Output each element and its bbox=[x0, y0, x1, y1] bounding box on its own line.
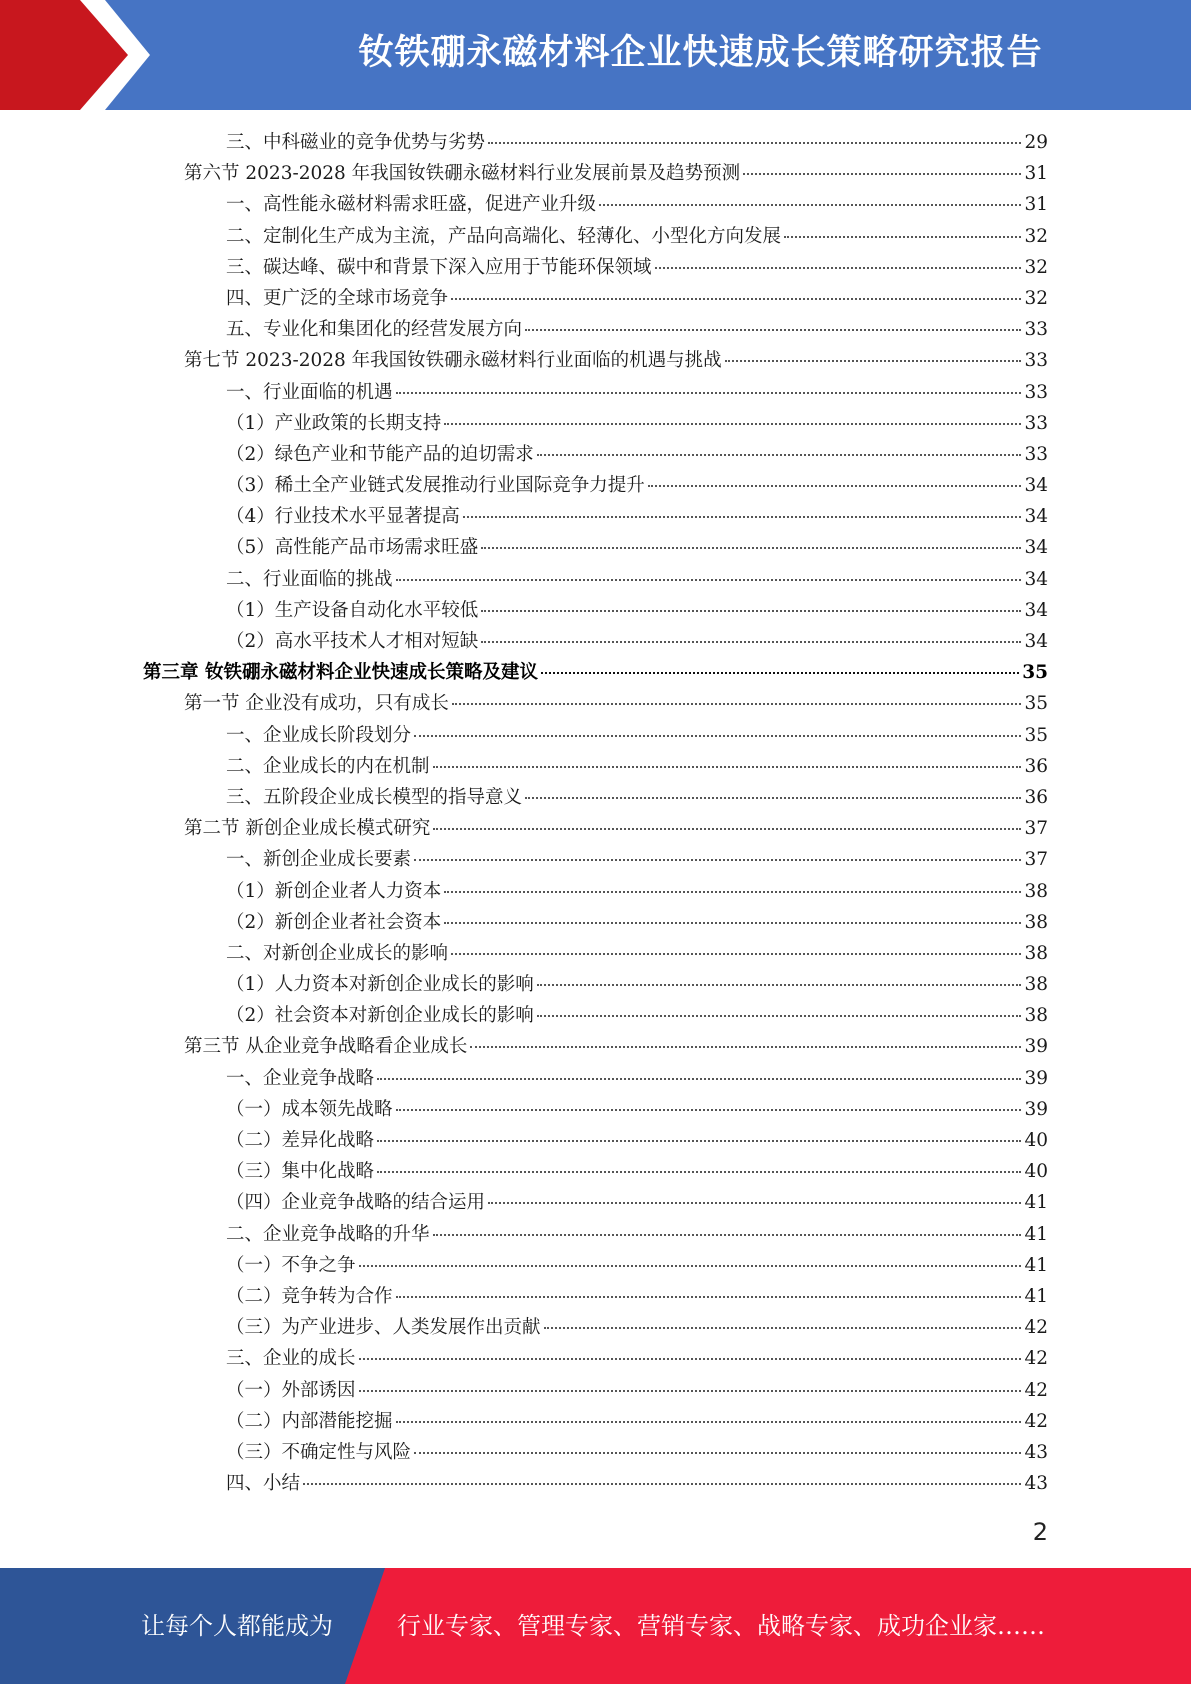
toc-dot-leader bbox=[648, 485, 1022, 487]
toc-entry-label: （三）集中化战略 bbox=[226, 1161, 375, 1183]
header-banner bbox=[0, 0, 1191, 110]
toc-dot-leader bbox=[377, 1171, 1021, 1173]
toc-entry[interactable] bbox=[0, 658, 1191, 689]
toc-entry[interactable] bbox=[0, 284, 1191, 315]
toc-entry-label: 二、定制化生产成为主流，产品向高端化、轻薄化、小型化方向发展 bbox=[226, 225, 782, 247]
toc-entry[interactable] bbox=[0, 1064, 1191, 1095]
footer-banner bbox=[0, 1568, 1191, 1684]
toc-entry-label: 五、专业化和集团化的经营发展方向 bbox=[226, 319, 523, 341]
toc-entry-label: （三）为产业进步、人类发展作出贡献 bbox=[226, 1317, 541, 1339]
toc-entry-label: 一、企业成长阶段划分 bbox=[226, 724, 412, 746]
toc-entry-label: （1）生产设备自动化水平较低 bbox=[226, 599, 479, 621]
toc-entry-page: 33 bbox=[1024, 319, 1048, 341]
toc-dot-leader bbox=[470, 1046, 1021, 1048]
toc-entry[interactable] bbox=[0, 159, 1191, 190]
toc-entry[interactable] bbox=[0, 346, 1191, 377]
toc-entry[interactable] bbox=[0, 721, 1191, 752]
toc-dot-leader bbox=[414, 1452, 1021, 1454]
toc-entry[interactable] bbox=[0, 1344, 1191, 1375]
toc-entry[interactable] bbox=[0, 970, 1191, 1001]
toc-entry-page: 31 bbox=[1024, 163, 1048, 185]
toc-dot-leader bbox=[525, 329, 1021, 331]
toc-entry-page: 36 bbox=[1024, 755, 1048, 777]
toc-entry-page: 42 bbox=[1024, 1348, 1048, 1370]
toc-entry-label: （1）新创企业者人力资本 bbox=[226, 880, 442, 902]
toc-entry-page: 33 bbox=[1024, 412, 1048, 434]
toc-dot-leader bbox=[444, 891, 1021, 893]
toc-entry-page: 41 bbox=[1024, 1192, 1048, 1214]
toc-entry[interactable] bbox=[0, 1469, 1191, 1500]
toc-dot-leader bbox=[414, 859, 1021, 861]
toc-entry-page: 43 bbox=[1024, 1441, 1048, 1463]
toc-entry-page: 34 bbox=[1024, 631, 1048, 652]
toc-entry[interactable] bbox=[0, 222, 1191, 253]
toc-entry-page: 35 bbox=[1024, 693, 1048, 715]
toc-entry-page: 42 bbox=[1024, 1410, 1048, 1432]
toc-dot-leader bbox=[544, 1327, 1022, 1329]
toc-dot-leader bbox=[451, 953, 1021, 955]
toc-entry-page: 40 bbox=[1024, 1130, 1048, 1151]
toc-dot-leader bbox=[396, 1296, 1022, 1298]
toc-entry[interactable] bbox=[0, 471, 1191, 502]
toc-entry[interactable] bbox=[0, 440, 1191, 471]
toc-entry[interactable] bbox=[0, 315, 1191, 346]
toc-dot-leader bbox=[525, 797, 1021, 799]
toc-entry[interactable] bbox=[0, 845, 1191, 876]
toc-entry-label: 二、企业成长的内在机制 bbox=[226, 755, 430, 777]
toc-entry-label: 二、企业竞争战略的升华 bbox=[226, 1223, 430, 1245]
toc-entry-page: 33 bbox=[1024, 381, 1048, 403]
toc-entry-page: 39 bbox=[1024, 1067, 1048, 1089]
toc-entry-page: 34 bbox=[1024, 537, 1048, 559]
toc-entry-page: 41 bbox=[1024, 1285, 1048, 1307]
toc-entry[interactable] bbox=[0, 596, 1191, 627]
toc-entry-label: 三、五阶段企业成长模型的指导意义 bbox=[226, 786, 523, 808]
toc-dot-leader bbox=[481, 610, 1021, 612]
toc-entry-label: 一、新创企业成长要素 bbox=[226, 849, 412, 871]
toc-dot-leader bbox=[655, 267, 1022, 269]
toc-entry-page: 32 bbox=[1024, 225, 1048, 247]
toc-entry-label: （二）内部潜能挖掘 bbox=[226, 1410, 393, 1432]
toc-dot-leader bbox=[452, 703, 1022, 705]
toc-entry-label: 一、高性能永磁材料需求旺盛，促进产业升级 bbox=[226, 194, 597, 216]
toc-entry-page: 40 bbox=[1024, 1161, 1048, 1183]
toc-entry-label: （一）外部诱因 bbox=[226, 1379, 356, 1401]
toc-entry-label: （3）稀土全产业链式发展推动行业国际竞争力提升 bbox=[226, 475, 645, 497]
toc-entry-page: 31 bbox=[1024, 194, 1048, 216]
toc-entry-page: 34 bbox=[1024, 475, 1048, 497]
toc-entry[interactable] bbox=[0, 877, 1191, 908]
toc-entry-label: （1）产业政策的长期支持 bbox=[226, 412, 442, 434]
toc-entry-label: （二）差异化战略 bbox=[226, 1130, 375, 1151]
toc-entry[interactable] bbox=[0, 1157, 1191, 1188]
toc-entry[interactable] bbox=[0, 1376, 1191, 1407]
toc-entry-page: 35 bbox=[1024, 724, 1048, 746]
toc-dot-leader bbox=[537, 1015, 1022, 1017]
toc-entry-label: 一、行业面临的机遇 bbox=[226, 381, 393, 403]
toc-dot-leader bbox=[541, 672, 1019, 674]
toc-entry[interactable] bbox=[0, 1251, 1191, 1282]
toc-entry[interactable] bbox=[0, 908, 1191, 939]
toc-entry-page: 29 bbox=[1024, 132, 1048, 153]
toc-entry-page: 38 bbox=[1024, 1005, 1048, 1027]
toc-entry-label: （一）成本领先战略 bbox=[226, 1098, 393, 1120]
toc-dot-leader bbox=[359, 1390, 1022, 1392]
toc-entry[interactable] bbox=[0, 814, 1191, 845]
toc-entry-page: 41 bbox=[1024, 1223, 1048, 1245]
toc-entry-page: 38 bbox=[1024, 942, 1048, 964]
toc-dot-leader bbox=[451, 298, 1021, 300]
toc-entry-label: 二、行业面临的挑战 bbox=[226, 568, 393, 590]
toc-entry[interactable] bbox=[0, 128, 1191, 159]
toc-entry-page: 32 bbox=[1024, 256, 1048, 278]
toc-dot-leader bbox=[414, 735, 1021, 737]
toc-entry[interactable] bbox=[0, 1001, 1191, 1032]
toc-entry[interactable] bbox=[0, 752, 1191, 783]
toc-dot-leader bbox=[481, 641, 1021, 643]
toc-entry-label: （4）行业技术水平显著提高 bbox=[226, 506, 460, 528]
toc-dot-leader bbox=[377, 1140, 1021, 1142]
table-of-contents bbox=[0, 128, 1191, 1500]
toc-dot-leader bbox=[725, 360, 1022, 362]
toc-dot-leader bbox=[433, 1234, 1022, 1236]
toc-entry-page: 32 bbox=[1024, 287, 1048, 309]
toc-entry-label: （一）不争之争 bbox=[226, 1254, 356, 1276]
toc-entry-page: 39 bbox=[1024, 1098, 1048, 1120]
footer-slogan: 让每个人都能成为 bbox=[141, 1612, 333, 1640]
toc-entry-label: 第七节 2023-2028 年我国钕铁硼永磁材料行业面临的机遇与挑战 bbox=[184, 350, 722, 372]
footer-roles: 行业专家、管理专家、营销专家、战略专家、成功企业家…… bbox=[397, 1612, 1045, 1640]
toc-dot-leader bbox=[599, 204, 1021, 206]
toc-entry-label: （1）人力资本对新创企业成长的影响 bbox=[226, 974, 534, 996]
toc-dot-leader bbox=[359, 1265, 1022, 1267]
toc-entry-page: 34 bbox=[1024, 599, 1048, 621]
toc-entry-label: 三、碳达峰、碳中和背景下深入应用于节能环保领域 bbox=[226, 256, 652, 278]
toc-entry-label: （5）高性能产品市场需求旺盛 bbox=[226, 537, 479, 559]
toc-entry[interactable] bbox=[0, 1126, 1191, 1157]
toc-entry-label: 一、企业竞争战略 bbox=[226, 1067, 375, 1089]
toc-dot-leader bbox=[784, 236, 1021, 238]
toc-entry[interactable] bbox=[0, 253, 1191, 284]
toc-entry[interactable] bbox=[0, 409, 1191, 440]
toc-entry-page: 42 bbox=[1024, 1317, 1048, 1339]
toc-entry[interactable] bbox=[0, 1095, 1191, 1126]
toc-entry-page: 34 bbox=[1024, 506, 1048, 528]
toc-dot-leader bbox=[433, 828, 1021, 830]
toc-entry[interactable] bbox=[0, 689, 1191, 720]
toc-entry[interactable] bbox=[0, 1188, 1191, 1219]
toc-entry-label: （三）不确定性与风险 bbox=[226, 1441, 412, 1463]
toc-dot-leader bbox=[537, 984, 1022, 986]
page-number: 2 bbox=[1032, 1518, 1048, 1546]
toc-dot-leader bbox=[444, 423, 1021, 425]
toc-entry-page: 42 bbox=[1024, 1379, 1048, 1401]
toc-entry-page: 33 bbox=[1024, 350, 1048, 372]
toc-dot-leader bbox=[444, 922, 1021, 924]
toc-entry-page: 38 bbox=[1024, 911, 1048, 933]
toc-entry-page: 39 bbox=[1024, 1036, 1048, 1058]
toc-entry-label: 第六节 2023-2028 年我国钕铁硼永磁材料行业发展前景及趋势预测 bbox=[184, 163, 741, 185]
toc-dot-leader bbox=[396, 1109, 1022, 1111]
toc-entry[interactable] bbox=[0, 502, 1191, 533]
toc-dot-leader bbox=[537, 454, 1022, 456]
toc-dot-leader bbox=[303, 1483, 1021, 1485]
toc-entry[interactable] bbox=[0, 190, 1191, 221]
toc-entry-label: 第三节 从企业竞争战略看企业成长 bbox=[184, 1036, 468, 1058]
toc-entry-label: （2）社会资本对新创企业成长的影响 bbox=[226, 1005, 534, 1027]
toc-dot-leader bbox=[359, 1358, 1022, 1360]
toc-dot-leader bbox=[396, 392, 1022, 394]
toc-entry-page: 43 bbox=[1024, 1473, 1048, 1495]
toc-entry-page: 33 bbox=[1024, 443, 1048, 465]
toc-entry-label: 三、中科磁业的竞争优势与劣势 bbox=[226, 132, 486, 153]
toc-entry-label: （2）绿色产业和节能产品的迫切需求 bbox=[226, 443, 534, 465]
toc-entry-page: 41 bbox=[1024, 1254, 1048, 1276]
toc-dot-leader bbox=[488, 142, 1021, 144]
toc-entry[interactable] bbox=[0, 565, 1191, 596]
toc-entry-label: 三、企业的成长 bbox=[226, 1348, 356, 1370]
toc-dot-leader bbox=[396, 579, 1022, 581]
toc-entry-label: （2）新创企业者社会资本 bbox=[226, 911, 442, 933]
toc-entry[interactable] bbox=[0, 1032, 1191, 1063]
toc-entry[interactable] bbox=[0, 1282, 1191, 1313]
toc-entry-page: 37 bbox=[1024, 818, 1048, 840]
toc-entry-label: （2）高水平技术人才相对短缺 bbox=[226, 631, 479, 652]
toc-dot-leader bbox=[433, 766, 1022, 768]
toc-entry-page: 35 bbox=[1022, 662, 1048, 684]
toc-entry-page: 38 bbox=[1024, 974, 1048, 996]
toc-dot-leader bbox=[463, 516, 1022, 518]
toc-entry[interactable] bbox=[0, 783, 1191, 814]
report-title: 钕铁硼永磁材料企业快速成长策略研究报告 bbox=[358, 33, 1043, 73]
toc-entry-page: 38 bbox=[1024, 880, 1048, 902]
toc-entry-label: （二）竞争转为合作 bbox=[226, 1285, 393, 1307]
toc-entry-label: 四、更广泛的全球市场竞争 bbox=[226, 287, 449, 309]
toc-entry[interactable] bbox=[0, 1407, 1191, 1438]
toc-entry-page: 34 bbox=[1024, 568, 1048, 590]
toc-entry[interactable] bbox=[0, 1220, 1191, 1251]
toc-entry[interactable] bbox=[0, 627, 1191, 658]
toc-entry-page: 36 bbox=[1024, 786, 1048, 808]
toc-dot-leader bbox=[396, 1421, 1022, 1423]
toc-dot-leader bbox=[488, 1202, 1021, 1204]
toc-dot-leader bbox=[377, 1078, 1021, 1080]
toc-entry[interactable] bbox=[0, 939, 1191, 970]
toc-dot-leader bbox=[743, 173, 1021, 175]
toc-entry-label: 第一节 企业没有成功，只有成长 bbox=[184, 693, 449, 715]
toc-dot-leader bbox=[481, 547, 1021, 549]
toc-entry-label: 四、小结 bbox=[226, 1473, 301, 1495]
toc-entry-label: 第三章 钕铁硼永磁材料企业快速成长策略及建议 bbox=[143, 662, 538, 684]
toc-entry[interactable] bbox=[0, 1438, 1191, 1469]
toc-entry-page: 37 bbox=[1024, 849, 1048, 871]
toc-entry[interactable] bbox=[0, 533, 1191, 564]
toc-entry-label: 二、对新创企业成长的影响 bbox=[226, 942, 449, 964]
toc-entry-label: 第二节 新创企业成长模式研究 bbox=[184, 818, 431, 840]
toc-entry-label: （四）企业竞争战略的结合运用 bbox=[226, 1192, 486, 1214]
toc-entry[interactable] bbox=[0, 1313, 1191, 1344]
toc-entry[interactable] bbox=[0, 378, 1191, 409]
